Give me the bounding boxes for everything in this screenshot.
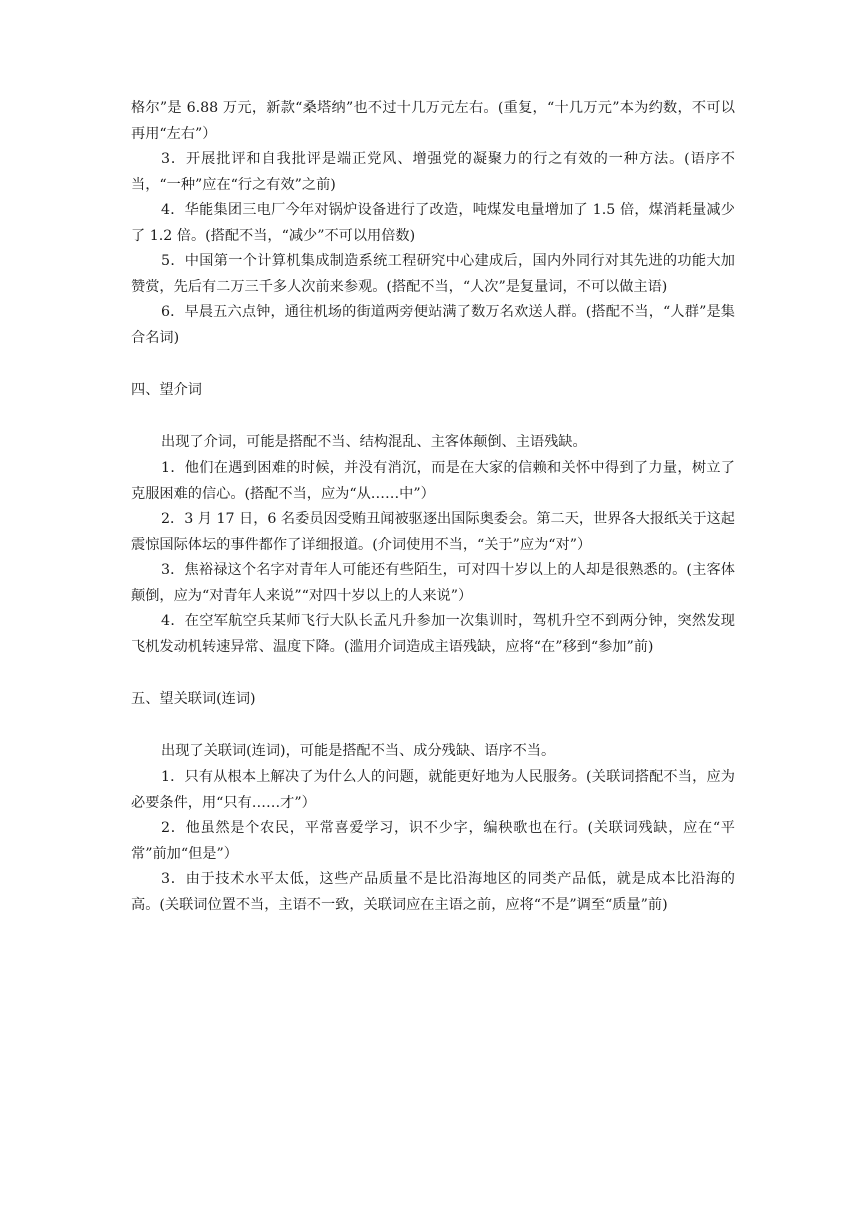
list-item-s3-3: 3．开展批评和自我批评是端正党风、增强党的凝聚力的行之有效的一种方法。(语序不当，“一种”应在“行之有效”之前) — [131, 151, 735, 193]
list-item-s3-6: 6．早晨五六点钟，通往机场的街道两旁便站满了数万名欢送人群。(搭配不当，“人群”是集合名词) — [131, 304, 735, 346]
list-item-s4-1: 1．他们在遇到困难的时候，并没有消沉，而是在大家的信赖和关怀中得到了力量，树立了克服困难的信心。(搭配不当，应为“从……中”） — [131, 460, 735, 502]
list-item-s5-3: 3．由于技术水平太低，这些产品质量不是比沿海地区的同类产品低，就是成本比沿海的高。(关联词位置不当，主语不一致，关联词应在主语之前，应将“不是”调至“质量”前) — [131, 871, 735, 913]
section-intro-conjunctions: 出现了关联词(连词)，可能是搭配不当、成分残缺、语序不当。 — [161, 742, 556, 759]
section-heading-prepositions: 四、望介词 — [131, 382, 202, 398]
list-item-s3-4: 4．华能集团三电厂今年对锅炉设备进行了改造，吨煤发电量增加了 1.5 倍，煤消耗量减少了 1.2 倍。(搭配不当，“减少”不可以用倍数) — [131, 202, 735, 244]
list-item-s4-3: 3．焦裕禄这个名字对青年人可能还有些陌生，可对四十岁以上的人却是很熟悉的。(主客体颠倒，应为“对青年人来说”“对四十岁以上的人来说”） — [131, 562, 735, 604]
document-page — [131, 96, 735, 918]
section-intro-prepositions: 出现了介词，可能是搭配不当、结构混乱、主客体颠倒、主语残缺。 — [161, 433, 587, 450]
list-item-s4-2: 2．3 月 17 日，6 名委员因受贿丑闻被驱逐出国际奥委会。第二天，世界各大报纸关于这起震惊国际体坛的事件都作了详细报道。(介词使用不当，“关于”应为“对”） — [131, 511, 735, 553]
list-item-s5-2: 2．他虽然是个农民，平常喜爱学习，识不少字，编秧歌也在行。(关联词残缺，应在“平常”前加“但是”） — [131, 820, 735, 862]
paragraph-continuation: 格尔”是 6.88 万元，新款“桑塔纳”也不过十几万元左右。(重复，“十几万元”本为约数，不可以再用“左右”） — [131, 100, 735, 142]
list-item-s4-4: 4．在空军航空兵某师飞行大队长孟凡升参加一次集训时，驾机升空不到两分钟，突然发现飞机发动机转速异常、温度下降。(滥用介词造成主语残缺，应将“在”移到“参加”前) — [131, 613, 735, 655]
list-item-s5-1: 1．只有从根本上解决了为什么人的问题，就能更好地为人民服务。(关联词搭配不当，应为必要条件，用“只有……才”） — [131, 769, 735, 811]
list-item-s3-5: 5．中国第一个计算机集成制造系统工程研究中心建成后，国内外同行对其先进的功能大加赞赏，先后有二万三千多人次前来参观。(搭配不当，“人次”是复量词，不可以做主语) — [131, 253, 735, 295]
section-heading-conjunctions: 五、望关联词(连词) — [131, 691, 256, 707]
